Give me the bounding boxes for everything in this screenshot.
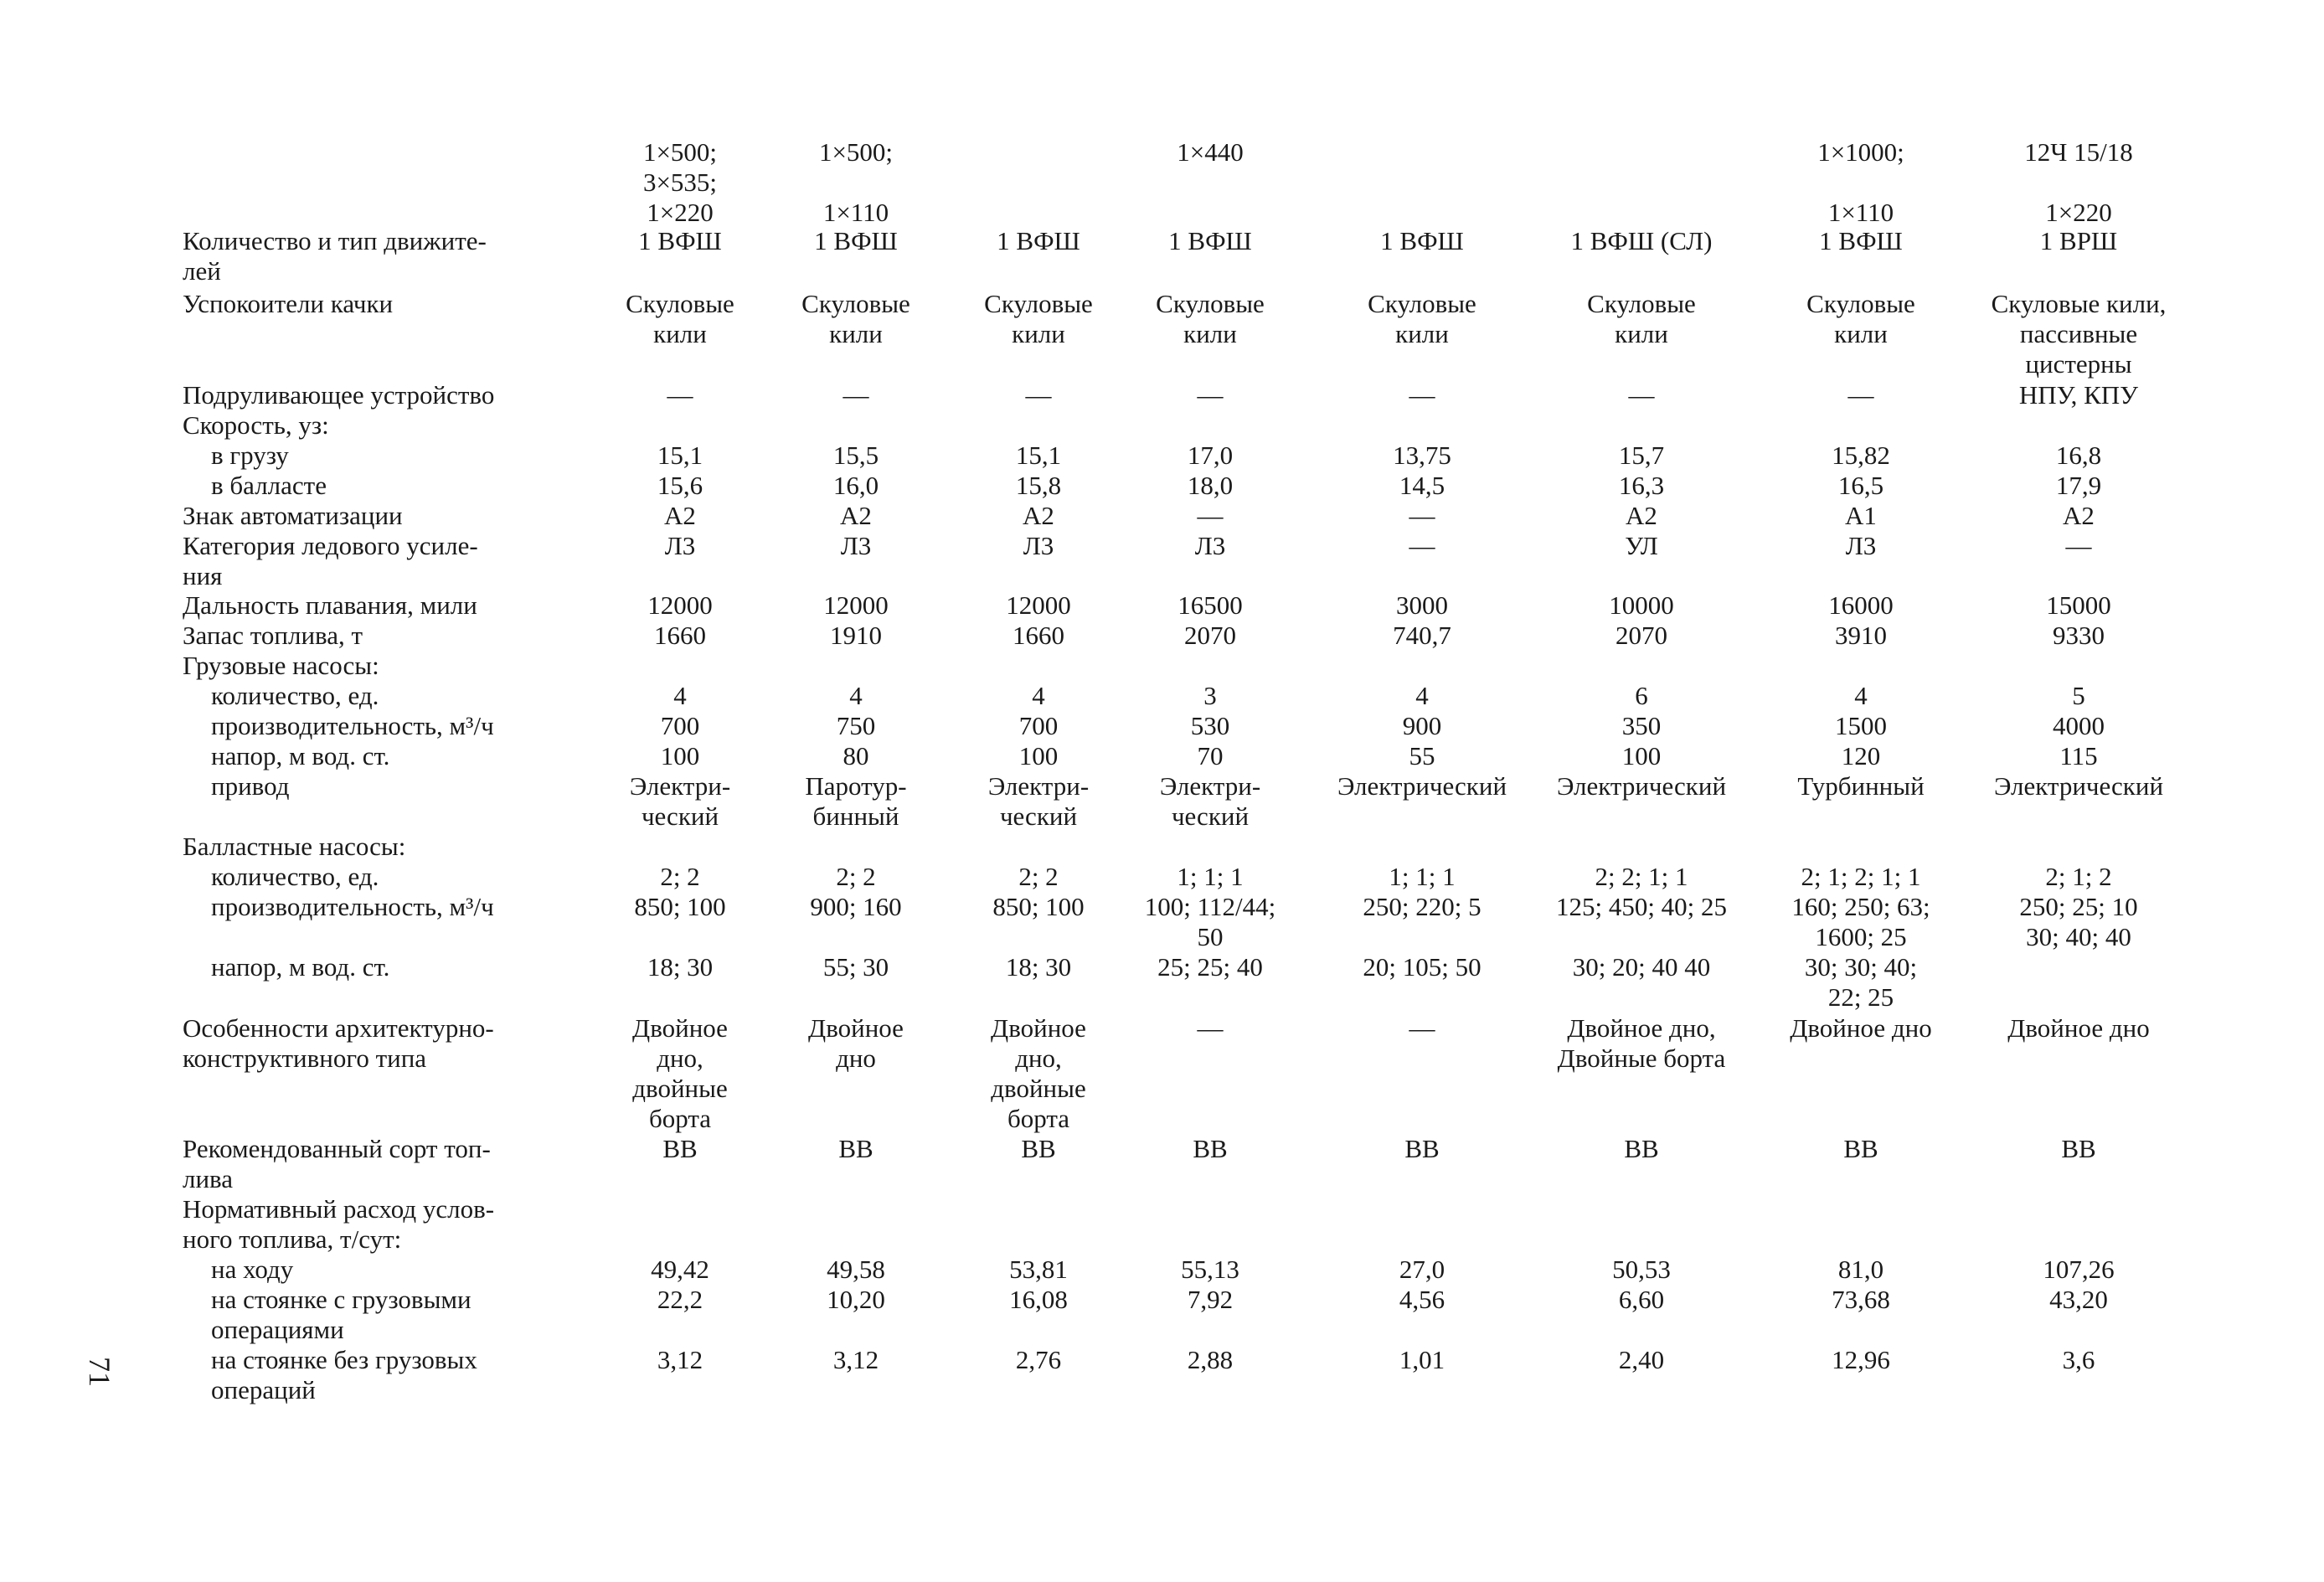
data-cell: А2: [2063, 501, 2095, 530]
header-cell: 1×500; 1×110: [818, 137, 894, 227]
data-cell: 80: [843, 741, 869, 770]
data-cell: 2,76: [1015, 1345, 1062, 1374]
data-cell: —: [1197, 501, 1224, 530]
data-cell: Паротур- бинный: [805, 771, 907, 831]
data-cell: 81,0: [1837, 1255, 1884, 1284]
data-cell: 30; 30; 40; 22; 25: [1804, 952, 1918, 1012]
data-cell: —: [1025, 380, 1052, 410]
data-cell: Электрический: [1337, 771, 1507, 801]
data-cell: —: [2065, 531, 2092, 560]
header-cell: 1×1000; 1×110: [1817, 137, 1904, 227]
header-cell: 1×440: [1177, 137, 1244, 167]
data-cell: 18; 30: [647, 952, 714, 982]
data-cell: 160; 250; 63; 1600; 25: [1791, 892, 1930, 951]
data-cell: Электрический: [1556, 771, 1727, 801]
data-cell: Двойное дно, Двойные борта: [1557, 1013, 1726, 1073]
data-cell: 1 ВФШ: [814, 226, 898, 255]
data-cell: —: [1409, 380, 1435, 410]
data-cell: 1; 1; 1: [1389, 862, 1456, 891]
data-cell: 5: [2072, 681, 2085, 710]
row-label: Успокоители качки: [183, 289, 394, 318]
data-cell: 16,3: [1618, 471, 1665, 500]
data-cell: 15,8: [1015, 471, 1062, 500]
data-cell: Л3: [1845, 531, 1877, 560]
data-cell: Скуловые кили: [1587, 289, 1696, 348]
row-label: Балластные насосы:: [183, 832, 406, 861]
data-cell: Скуловые кили: [1806, 289, 1915, 348]
data-cell: —: [1409, 531, 1435, 560]
row-label: в грузу: [211, 441, 289, 470]
data-cell: 2; 2: [660, 862, 700, 891]
data-cell: 1910: [830, 621, 882, 650]
data-cell: УЛ: [1625, 531, 1658, 560]
data-cell: 2; 2: [836, 862, 876, 891]
data-cell: 2070: [1615, 621, 1667, 650]
data-cell: 125; 450; 40; 25: [1555, 892, 1728, 921]
data-cell: 350: [1621, 711, 1662, 740]
row-label: количество, ед.: [211, 862, 379, 891]
data-cell: 530: [1190, 711, 1230, 740]
data-cell: 3,6: [2062, 1345, 2095, 1374]
data-cell: 18,0: [1187, 471, 1234, 500]
data-cell: —: [1197, 380, 1224, 410]
row-label: производительность, м³/ч: [211, 892, 494, 921]
data-cell: Двойное дно: [2007, 1013, 2150, 1043]
data-cell: —: [1409, 501, 1435, 530]
data-cell: 30; 20; 40 40: [1572, 952, 1711, 982]
data-cell: 15,7: [1618, 441, 1665, 470]
data-cell: Двойное дно, двойные борта: [632, 1013, 728, 1133]
row-label: производительность, м³/ч: [211, 711, 494, 740]
row-label: Знак автоматизации: [183, 501, 403, 530]
data-cell: Двойное дно: [808, 1013, 904, 1073]
data-cell: 43,20: [2049, 1285, 2108, 1314]
data-cell: 900: [1402, 711, 1442, 740]
data-cell: 10000: [1609, 590, 1674, 620]
row-label: Рекомендованный сорт топ- лива: [183, 1134, 491, 1193]
data-cell: Л3: [664, 531, 696, 560]
data-cell: 20; 105; 50: [1363, 952, 1481, 982]
row-label: количество, ед.: [211, 681, 379, 710]
data-cell: —: [667, 380, 693, 410]
data-cell: 2; 2: [1018, 862, 1059, 891]
data-cell: 900; 160: [810, 892, 902, 921]
data-cell: 16,0: [832, 471, 879, 500]
data-cell: 73,68: [1832, 1285, 1890, 1314]
data-cell: Скуловые кили, пассивные цистерны: [1991, 289, 2167, 379]
data-cell: 12000: [647, 590, 713, 620]
data-cell: 1 ВФШ: [1380, 226, 1464, 255]
data-cell: —: [1197, 1013, 1224, 1043]
data-cell: ВВ: [1021, 1134, 1056, 1163]
data-cell: ВВ: [1404, 1134, 1440, 1163]
data-cell: 1500: [1835, 711, 1887, 740]
data-cell: Скуловые кили: [801, 289, 910, 348]
data-cell: 1 ВФШ: [1819, 226, 1903, 255]
data-cell: А2: [1626, 501, 1657, 530]
data-cell: 3000: [1396, 590, 1448, 620]
data-cell: 4: [673, 681, 687, 710]
data-cell: 850; 100: [992, 892, 1085, 921]
data-cell: 1 ВФШ (СЛ): [1570, 226, 1713, 255]
data-cell: 4: [1854, 681, 1868, 710]
row-label: Нормативный расход услов- ного топлива, т/сут:: [183, 1194, 495, 1254]
data-cell: 55; 30: [822, 952, 889, 982]
data-cell: Л3: [1194, 531, 1226, 560]
data-cell: Электри- ческий: [987, 771, 1090, 831]
data-cell: Скуловые кили: [1368, 289, 1476, 348]
data-cell: 27,0: [1399, 1255, 1445, 1284]
data-cell: 3,12: [657, 1345, 703, 1374]
data-cell: А2: [1023, 501, 1054, 530]
data-cell: ВВ: [1843, 1134, 1878, 1163]
data-cell: Двойное дно, двойные борта: [991, 1013, 1086, 1133]
data-cell: 49,42: [651, 1255, 709, 1284]
row-label: Подруливающее устройство: [183, 380, 495, 410]
data-cell: 250; 25; 10 30; 40; 40: [2019, 892, 2138, 951]
data-cell: Скуловые кили: [984, 289, 1093, 348]
data-cell: 6,60: [1618, 1285, 1665, 1314]
row-label: напор, м вод. ст.: [211, 952, 390, 982]
row-label: Скорость, уз:: [183, 410, 329, 440]
data-cell: 3,12: [832, 1345, 879, 1374]
data-cell: 13,75: [1393, 441, 1451, 470]
data-cell: 740,7: [1393, 621, 1451, 650]
row-label: на стоянке с грузовыми операциями: [211, 1285, 471, 1344]
data-cell: —: [843, 380, 869, 410]
data-cell: 3: [1203, 681, 1217, 710]
data-cell: —: [1847, 380, 1874, 410]
data-cell: 700: [1018, 711, 1059, 740]
data-cell: 107,26: [2043, 1255, 2115, 1284]
data-cell: 1; 1; 1: [1177, 862, 1244, 891]
header-cell: 1×500; 3×535; 1×220: [642, 137, 718, 227]
data-cell: 15,82: [1832, 441, 1890, 470]
data-cell: 700: [660, 711, 700, 740]
data-cell: ВВ: [838, 1134, 873, 1163]
data-cell: 17,0: [1187, 441, 1234, 470]
data-cell: А1: [1845, 501, 1877, 530]
data-cell: ВВ: [1624, 1134, 1659, 1163]
data-cell: 25; 25; 40: [1157, 952, 1263, 982]
data-cell: Электри- ческий: [1159, 771, 1261, 831]
row-label: Категория ледового усиле- ния: [183, 531, 478, 590]
row-label: Особенности архитектурно- конструктивного типа: [183, 1013, 494, 1073]
data-cell: 2,88: [1187, 1345, 1234, 1374]
data-cell: 53,81: [1009, 1255, 1068, 1284]
data-cell: 12000: [1006, 590, 1071, 620]
row-label: на стоянке без грузовых операций: [211, 1345, 477, 1404]
data-cell: 15,1: [657, 441, 703, 470]
data-cell: Л3: [840, 531, 872, 560]
data-cell: 750: [836, 711, 876, 740]
data-cell: Двойное дно: [1790, 1013, 1932, 1043]
data-cell: 16,08: [1009, 1285, 1068, 1314]
data-cell: 55,13: [1181, 1255, 1239, 1284]
row-label: Количество и тип движите- лей: [183, 226, 487, 286]
header-cell: 12Ч 15/18 1×220: [2024, 137, 2133, 227]
data-cell: 16500: [1177, 590, 1243, 620]
data-cell: 15,6: [657, 471, 703, 500]
data-cell: 6: [1635, 681, 1648, 710]
data-cell: 10,20: [827, 1285, 885, 1314]
data-cell: 100: [1621, 741, 1662, 770]
data-cell: 12000: [823, 590, 889, 620]
data-cell: 100: [1018, 741, 1059, 770]
data-cell: ВВ: [2061, 1134, 2096, 1163]
data-cell: 1660: [1013, 621, 1064, 650]
data-cell: 70: [1197, 741, 1224, 770]
data-cell: 55: [1409, 741, 1435, 770]
data-cell: 4: [849, 681, 863, 710]
data-cell: 18; 30: [1005, 952, 1072, 982]
data-cell: 7,92: [1187, 1285, 1234, 1314]
page-number: 71: [83, 1357, 116, 1387]
data-cell: 1 ВФШ: [1168, 226, 1252, 255]
data-cell: 3910: [1835, 621, 1887, 650]
data-cell: 1 ВРШ: [2039, 226, 2118, 255]
data-cell: Электри- ческий: [629, 771, 731, 831]
data-cell: НПУ, КПУ: [2018, 380, 2139, 410]
data-cell: 250; 220; 5: [1363, 892, 1481, 921]
data-cell: А2: [840, 501, 872, 530]
data-cell: А2: [664, 501, 696, 530]
data-cell: 1,01: [1399, 1345, 1445, 1374]
data-cell: 12,96: [1832, 1345, 1890, 1374]
data-cell: 16,5: [1837, 471, 1884, 500]
row-label: Грузовые насосы:: [183, 651, 379, 680]
data-cell: 4000: [2053, 711, 2105, 740]
data-cell: 49,58: [827, 1255, 885, 1284]
data-cell: 16000: [1828, 590, 1894, 620]
data-cell: 15,5: [832, 441, 879, 470]
data-cell: 2; 1; 2: [2045, 862, 2112, 891]
row-label: Дальность плавания, мили: [183, 590, 477, 620]
row-label: в балласте: [211, 471, 327, 500]
data-cell: 4: [1415, 681, 1429, 710]
data-cell: Л3: [1023, 531, 1054, 560]
data-cell: 2070: [1184, 621, 1236, 650]
data-cell: 15,1: [1015, 441, 1062, 470]
data-cell: Турбинный: [1797, 771, 1925, 801]
data-cell: Электрический: [1993, 771, 2164, 801]
data-cell: 9330: [2053, 621, 2105, 650]
row-label: Запас топлива, т: [183, 621, 363, 650]
data-cell: 2; 1; 2; 1; 1: [1801, 862, 1921, 891]
data-cell: —: [1409, 1013, 1435, 1043]
data-cell: 850; 100: [634, 892, 726, 921]
data-cell: 1 ВФШ: [997, 226, 1080, 255]
data-cell: 4,56: [1399, 1285, 1445, 1314]
data-cell: 115: [2059, 741, 2098, 770]
row-label: напор, м вод. ст.: [211, 741, 390, 770]
data-cell: 4: [1032, 681, 1045, 710]
data-cell: 14,5: [1399, 471, 1445, 500]
data-cell: ВВ: [1193, 1134, 1228, 1163]
data-cell: 17,9: [2055, 471, 2102, 500]
data-cell: 15000: [2046, 590, 2111, 620]
data-cell: 120: [1841, 741, 1881, 770]
data-cell: 22,2: [657, 1285, 703, 1314]
data-cell: Скуловые кили: [1156, 289, 1265, 348]
data-cell: 50,53: [1612, 1255, 1671, 1284]
data-cell: 100: [660, 741, 700, 770]
data-cell: —: [1628, 380, 1655, 410]
row-label: на ходу: [211, 1255, 294, 1284]
data-cell: 16,8: [2055, 441, 2102, 470]
data-cell: 100; 112/44; 50: [1144, 892, 1276, 951]
row-label: привод: [211, 771, 290, 801]
data-cell: Скуловые кили: [626, 289, 734, 348]
data-cell: 1 ВФШ: [638, 226, 722, 255]
data-cell: 2,40: [1618, 1345, 1665, 1374]
data-cell: ВВ: [662, 1134, 698, 1163]
data-cell: 1660: [654, 621, 706, 650]
data-cell: 2; 2; 1; 1: [1595, 862, 1688, 891]
